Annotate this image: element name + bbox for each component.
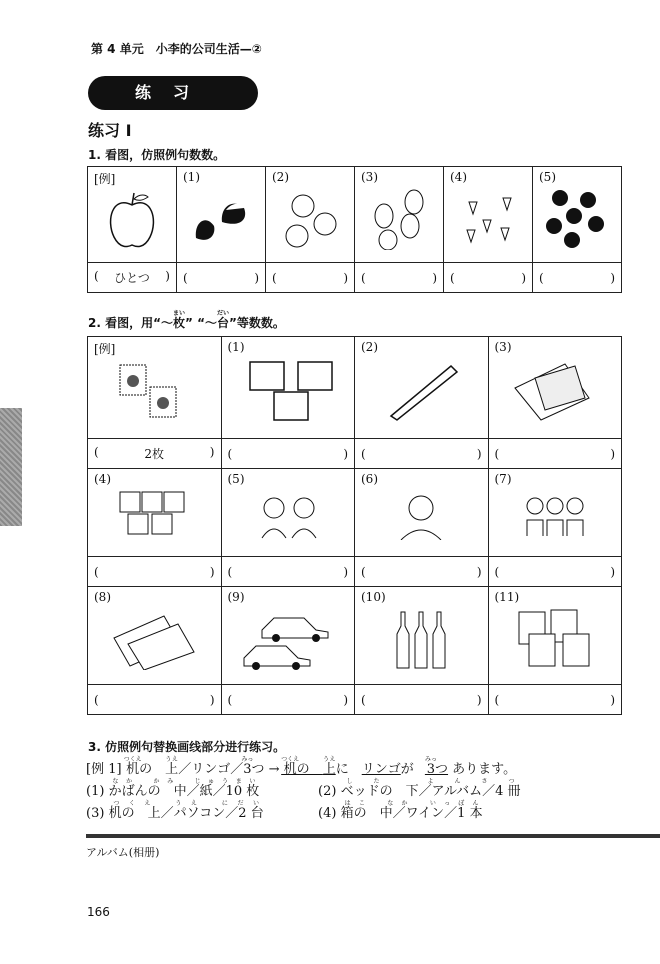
answer-example: ( 2枚 ) [88,439,222,469]
answer-7[interactable]: ( ) [488,557,622,587]
man-icon [381,490,461,540]
cell-example: [例] [88,337,222,439]
cell-10: (10) [355,587,489,685]
cell-3: (3) [355,167,444,263]
item-3: (3) 机の 上／パソコン／2 台つくえ うえ にだい [86,800,264,821]
answer-4[interactable]: ( ) [444,263,533,293]
cell-11: (11) [488,587,622,685]
answer-1[interactable]: ( ) [221,439,355,469]
chestnut-icon [186,188,256,250]
answer-5[interactable]: ( ) [221,557,355,587]
page-number: 166 [87,905,110,919]
answer-11[interactable]: ( ) [488,685,622,715]
cell-2: (2) [266,167,355,263]
cell-9: (9) [221,587,355,685]
strawberry-icon [453,188,523,250]
beer-bottles-icon [371,608,471,670]
tv-icon [238,358,338,422]
stamps-icon [114,490,194,540]
item-2: (2) ベッドの 下／アルバム／4 冊した よんさつ [318,778,521,799]
answer-2[interactable]: ( ) [266,263,355,293]
chestnuts-icon [542,188,612,250]
answer-9[interactable]: ( ) [221,685,355,715]
notebooks-icon [505,608,605,670]
cars-icon [238,608,338,670]
answer-3[interactable]: ( ) [355,263,444,293]
section-title: 练习 I [88,121,132,140]
answer-6[interactable]: ( ) [355,557,489,587]
egg-icon [364,188,434,250]
cell-4: (4) [88,469,222,557]
answer-5[interactable]: ( ) [533,263,622,293]
question-2-title: 2. 看图，用“～枚まい” “～台だい”等数数。 [88,310,285,330]
counting-table-2 [87,336,622,715]
answer-4[interactable]: ( ) [88,557,222,587]
answer-2[interactable]: ( ) [355,439,489,469]
cell-example: [例] [88,167,177,263]
answer-3[interactable]: ( ) [488,439,622,469]
answer-example: ( ひとつ ) [88,263,177,293]
cell-5: (5) [533,167,622,263]
question-3-title: 3. 仿照例句替换画线部分进行练习。 [88,740,286,754]
cell-2: (2) [355,337,489,439]
orange-icon [275,188,345,250]
cell-1: (1) [221,337,355,439]
girls-icon [515,490,595,540]
question-1-title: 1. 看图，仿照例句数数。 [88,148,226,162]
cell-7: (7) [488,469,622,557]
cell-3: (3) [488,337,622,439]
answer-10[interactable]: ( ) [355,685,489,715]
unit-header: 第 4 单元 小李的公司生活—② [91,42,262,56]
counting-table-1 [87,166,622,293]
magazines-icon [505,358,605,422]
example-sentence: [例 1] 机つくえの 上うえ／リンゴ／3みっつ → 机つくえの 上うえに リンゴが 3みっつ あります。 [86,756,517,777]
cell-1: (1) [177,167,266,263]
cell-6: (6) [355,469,489,557]
postcards-icon [104,608,204,670]
divider [86,834,660,838]
chapter-tab [0,408,22,526]
answer-8[interactable]: ( ) [88,685,222,715]
item-1: (1) かばんの 中／紙／10 枚なか かみ じゅうまい [86,778,260,799]
vocabulary-note: アルバム(相册) [86,846,160,859]
apple-icon [102,191,162,253]
cell-5: (5) [221,469,355,557]
cell-8: (8) [88,587,222,685]
answer-1[interactable]: ( ) [177,263,266,293]
exercise-banner: 练习 [88,76,258,110]
pen-icon [371,358,471,422]
boys-icon [248,490,328,540]
stamps-icon [114,361,194,425]
item-4: (4) 箱の 中／ワイン／1 本はこ なか いっぽん [318,800,483,821]
cell-4: (4) [444,167,533,263]
